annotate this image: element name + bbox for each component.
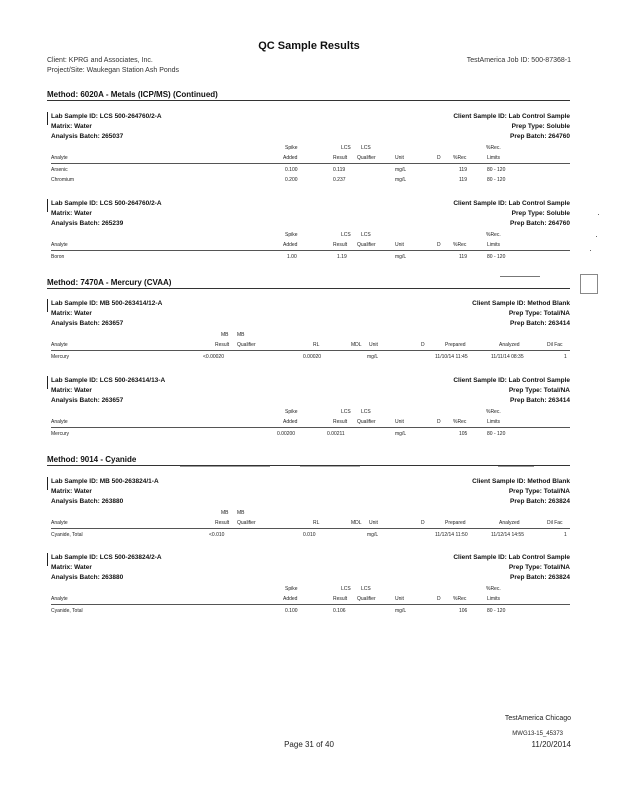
cell-limits: 80 - 120 — [487, 167, 506, 173]
cell-rec: 119 — [459, 254, 467, 260]
col-rl: RL — [313, 342, 320, 348]
cell-analyte: Mercury — [51, 431, 70, 437]
block-bracket — [47, 553, 48, 566]
column-header — [51, 519, 570, 527]
matrix: Matrix: Water — [51, 564, 92, 571]
col-unit: Unit — [369, 520, 378, 526]
prep-type: Prep Type: Total/NA — [508, 387, 570, 394]
cell-analyte: Boron — [51, 254, 65, 260]
cell-limits: 80 - 120 — [487, 608, 506, 614]
header-rule — [51, 350, 570, 351]
table-row — [51, 430, 570, 438]
col-analyzed: Analyzed — [499, 342, 520, 348]
col-rec-top: %Rec. — [486, 145, 501, 151]
column-header-top — [51, 331, 570, 339]
table-row — [51, 166, 570, 174]
lab-sample-id: Lab Sample ID: LCS 500-263824/2-A — [51, 554, 162, 561]
table-row — [51, 253, 570, 261]
client-sample-id: Client Sample ID: Lab Control Sample — [453, 377, 570, 384]
scan-artifact — [180, 466, 270, 467]
col-unit: Unit — [395, 419, 404, 425]
col-unit: Unit — [395, 242, 404, 248]
col-analyte: Analyte — [51, 596, 68, 602]
column-header — [51, 241, 570, 249]
cell-unit: mg/L — [395, 608, 407, 614]
analysis-batch: Analysis Batch: 263880 — [51, 574, 124, 581]
lab-sample-id: Lab Sample ID: LCS 500-263414/13-A — [51, 377, 166, 384]
cell-rec: 119 — [459, 167, 467, 173]
cell-result: <0.010 — [209, 532, 225, 538]
col-mb-2: MB — [237, 510, 245, 516]
column-header — [51, 418, 570, 426]
col-unit: Unit — [395, 596, 404, 602]
cell-unit: mg/L — [395, 167, 407, 173]
col-added: Added — [283, 419, 298, 425]
scan-artifact — [590, 250, 591, 251]
prep-type: Prep Type: Total/NA — [508, 488, 570, 495]
scan-artifact — [598, 214, 599, 215]
col-lcs-1: LCS — [341, 232, 351, 238]
cell-rec: 105 — [459, 431, 468, 437]
table-row — [51, 353, 570, 361]
prep-batch: Prep Batch: 263824 — [510, 574, 570, 581]
header-rule — [51, 250, 570, 251]
cell-added: 1.00 — [287, 254, 297, 260]
col-result: Result — [333, 419, 348, 425]
client-sample-id: Client Sample ID: Lab Control Sample — [453, 200, 570, 207]
cell-analyte: Cyanide, Total — [51, 608, 83, 614]
col-mdl: MDL — [351, 342, 362, 348]
method-heading-metals: Method: 6020A - Metals (ICP/MS) (Continued) — [47, 90, 570, 101]
header-rule — [51, 528, 570, 529]
cell-added: 0.200 — [285, 177, 298, 183]
col-qualifier: Qualifier — [357, 155, 376, 161]
cell-analyzed: 11/12/14 14:55 — [491, 532, 524, 538]
analysis-batch: Analysis Batch: 265239 — [51, 220, 124, 227]
matrix: Matrix: Water — [51, 123, 92, 130]
col-unit: Unit — [369, 342, 378, 348]
cell-rl: 0.010 — [303, 532, 316, 538]
col-analyte: Analyte — [51, 242, 68, 248]
col-analyte: Analyte — [51, 520, 68, 526]
qc-block-lcs-metals-1 — [47, 112, 570, 190]
cell-unit: mg/L — [395, 254, 407, 260]
header-rule — [51, 163, 570, 164]
cell-result: 0.106 — [333, 608, 346, 614]
col-prec: %Rec — [453, 596, 467, 602]
col-mdl: MDL — [351, 520, 362, 526]
cell-rl: 0.00020 — [303, 354, 322, 360]
prep-type: Prep Type: Total/NA — [508, 564, 570, 571]
column-header — [51, 154, 570, 162]
col-d: D — [421, 342, 425, 348]
col-prec: %Rec — [453, 419, 467, 425]
client-sample-id: Client Sample ID: Method Blank — [472, 300, 570, 307]
col-qualifier: Qualifier — [237, 520, 256, 526]
column-header-top — [51, 231, 570, 239]
prep-type: Prep Type: Soluble — [511, 123, 570, 130]
col-mb-1: MB — [221, 332, 229, 338]
col-prec: %Rec — [453, 155, 467, 161]
prep-batch: Prep Batch: 264760 — [510, 133, 570, 140]
cell-dil-fac: 1 — [564, 532, 567, 538]
col-qualifier: Qualifier — [357, 419, 376, 425]
col-added: Added — [283, 155, 298, 161]
col-d: D — [421, 520, 425, 526]
scan-artifact — [500, 276, 540, 277]
block-bracket — [47, 477, 48, 490]
lab-sample-id: Lab Sample ID: LCS 500-264760/2-A — [51, 113, 162, 120]
col-lcs-2: LCS — [361, 409, 371, 415]
page-title: QC Sample Results — [258, 40, 360, 52]
block-bracket — [47, 199, 48, 212]
scan-artifact — [498, 466, 534, 467]
matrix: Matrix: Water — [51, 387, 92, 394]
col-unit: Unit — [395, 155, 404, 161]
col-d: D — [437, 242, 441, 248]
qc-block-lcs-mercury — [47, 376, 570, 446]
col-spike: Spike — [285, 232, 298, 238]
col-result: Result — [333, 155, 348, 161]
cell-added: 0.100 — [285, 608, 298, 614]
cell-added: 0.100 — [285, 167, 298, 173]
document-code: MWG13-15_45373 — [512, 731, 563, 737]
report-date: 11/20/2014 — [531, 740, 571, 749]
table-row — [51, 607, 570, 615]
prep-batch: Prep Batch: 263414 — [510, 397, 570, 404]
col-dil-fac: Dil Fac — [547, 342, 563, 348]
cell-result: 0.119 — [333, 167, 346, 173]
matrix: Matrix: Water — [51, 488, 92, 495]
cell-rec: 106 — [459, 608, 468, 614]
col-rec-top: %Rec. — [486, 586, 501, 592]
col-spike: Spike — [285, 586, 298, 592]
cell-result: 0.00211 — [327, 431, 345, 437]
qc-block-lcs-cyanide — [47, 553, 570, 623]
client-sample-id: Client Sample ID: Lab Control Sample — [453, 554, 570, 561]
col-mb-1: MB — [221, 510, 229, 516]
prep-batch: Prep Batch: 264760 — [510, 220, 570, 227]
col-mb-2: MB — [237, 332, 245, 338]
client-name: Client: KPRG and Associates, Inc. — [47, 57, 153, 64]
col-lcs-1: LCS — [341, 145, 351, 151]
cell-unit: mg/L — [395, 177, 407, 183]
column-header — [51, 595, 570, 603]
col-lcs-2: LCS — [361, 586, 371, 592]
col-qualifier: Qualifier — [357, 242, 376, 248]
col-limits: Limits — [487, 596, 501, 602]
qc-block-mb-cyanide — [47, 477, 570, 547]
col-analyte: Analyte — [51, 419, 68, 425]
col-rec-top: %Rec. — [486, 409, 501, 415]
header-rule — [51, 604, 570, 605]
analysis-batch: Analysis Batch: 265037 — [51, 133, 124, 140]
col-d: D — [437, 155, 441, 161]
column-header — [51, 341, 570, 349]
col-spike: Spike — [285, 145, 298, 151]
scan-artifact — [300, 466, 360, 467]
lab-sample-id: Lab Sample ID: LCS 500-264760/2-A — [51, 200, 162, 207]
analysis-batch: Analysis Batch: 263657 — [51, 397, 124, 404]
col-rl: RL — [313, 520, 320, 526]
col-limits: Limits — [487, 242, 501, 248]
cell-dil-fac: 1 — [564, 354, 567, 360]
cell-limits: 80 - 120 — [487, 431, 506, 437]
cell-limits: 80 - 120 — [487, 177, 506, 183]
cell-added: 0.00200 — [277, 431, 296, 437]
cell-result: 0.237 — [333, 177, 346, 183]
matrix: Matrix: Water — [51, 310, 92, 317]
col-limits: Limits — [487, 419, 501, 425]
col-limits: Limits — [487, 155, 501, 161]
col-qualifier: Qualifier — [237, 342, 256, 348]
col-prepared: Prepared — [445, 342, 466, 348]
col-rec-top: %Rec. — [486, 232, 501, 238]
block-bracket — [47, 112, 48, 125]
col-dil-fac: Dil Fac — [547, 520, 563, 526]
col-result: Result — [215, 342, 230, 348]
matrix: Matrix: Water — [51, 210, 92, 217]
column-header-top — [51, 408, 570, 416]
analysis-batch: Analysis Batch: 263657 — [51, 320, 124, 327]
method-heading-mercury: Method: 7470A - Mercury (CVAA) — [47, 278, 570, 289]
analysis-batch: Analysis Batch: 263880 — [51, 498, 124, 505]
lab-sample-id: Lab Sample ID: MB 500-263414/12-A — [51, 300, 163, 307]
header-rule — [51, 427, 570, 428]
client-sample-id: Client Sample ID: Method Blank — [472, 478, 570, 485]
project-site: Project/Site: Waukegan Station Ash Ponds — [47, 67, 180, 74]
cell-result: <0.00020 — [203, 354, 224, 360]
qc-block-lcs-metals-2 — [47, 199, 570, 269]
prep-batch: Prep Batch: 263824 — [510, 498, 570, 505]
cell-unit: mg/L — [395, 431, 407, 437]
cell-analyte: Cyanide, Total — [51, 532, 83, 538]
col-analyte: Analyte — [51, 342, 68, 348]
method-heading-cyanide: Method: 9014 - Cyanide — [47, 455, 570, 466]
cell-unit: mg/L — [367, 532, 379, 538]
job-id: TestAmerica Job ID: 500-87368-1 — [466, 57, 571, 64]
page-number: Page 31 of 40 — [284, 740, 334, 749]
col-prec: %Rec — [453, 242, 467, 248]
cell-prepared: 11/10/14 11:45 — [435, 354, 468, 360]
scan-artifact — [580, 274, 598, 294]
col-qualifier: Qualifier — [357, 596, 376, 602]
table-row — [51, 531, 570, 539]
cell-result: 1.19 — [337, 254, 347, 260]
col-lcs-1: LCS — [341, 409, 351, 415]
cell-analyte: Arsenic — [51, 167, 68, 173]
col-added: Added — [283, 596, 298, 602]
block-bracket — [47, 376, 48, 389]
prep-batch: Prep Batch: 263414 — [510, 320, 570, 327]
table-row — [51, 176, 570, 184]
col-added: Added — [283, 242, 298, 248]
col-analyzed: Analyzed — [499, 520, 520, 526]
col-d: D — [437, 419, 441, 425]
col-result: Result — [333, 596, 348, 602]
cell-analyte: Mercury — [51, 354, 70, 360]
cell-rec: 119 — [459, 177, 467, 183]
cell-limits: 80 - 120 — [487, 254, 506, 260]
qc-block-mb-mercury — [47, 299, 570, 369]
col-result: Result — [215, 520, 230, 526]
col-analyte: Analyte — [51, 155, 68, 161]
column-header-top — [51, 585, 570, 593]
column-header-top — [51, 144, 570, 152]
col-d: D — [437, 596, 441, 602]
footer-company: TestAmerica Chicago — [504, 715, 571, 722]
prep-type: Prep Type: Total/NA — [508, 310, 570, 317]
prep-type: Prep Type: Soluble — [511, 210, 570, 217]
col-lcs-2: LCS — [361, 145, 371, 151]
column-header-top — [51, 509, 570, 517]
cell-analyte: Chromium — [51, 177, 75, 183]
col-spike: Spike — [285, 409, 298, 415]
col-prepared: Prepared — [445, 520, 466, 526]
col-result: Result — [333, 242, 348, 248]
col-lcs-1: LCS — [341, 586, 351, 592]
col-lcs-2: LCS — [361, 232, 371, 238]
cell-unit: mg/L — [367, 354, 379, 360]
scan-artifact — [596, 236, 597, 237]
cell-analyzed: 11/11/14 08:35 — [491, 354, 524, 360]
cell-prepared: 11/12/14 11:50 — [435, 532, 468, 538]
client-sample-id: Client Sample ID: Lab Control Sample — [453, 113, 570, 120]
lab-sample-id: Lab Sample ID: MB 500-263824/1-A — [51, 478, 159, 485]
block-bracket — [47, 299, 48, 312]
